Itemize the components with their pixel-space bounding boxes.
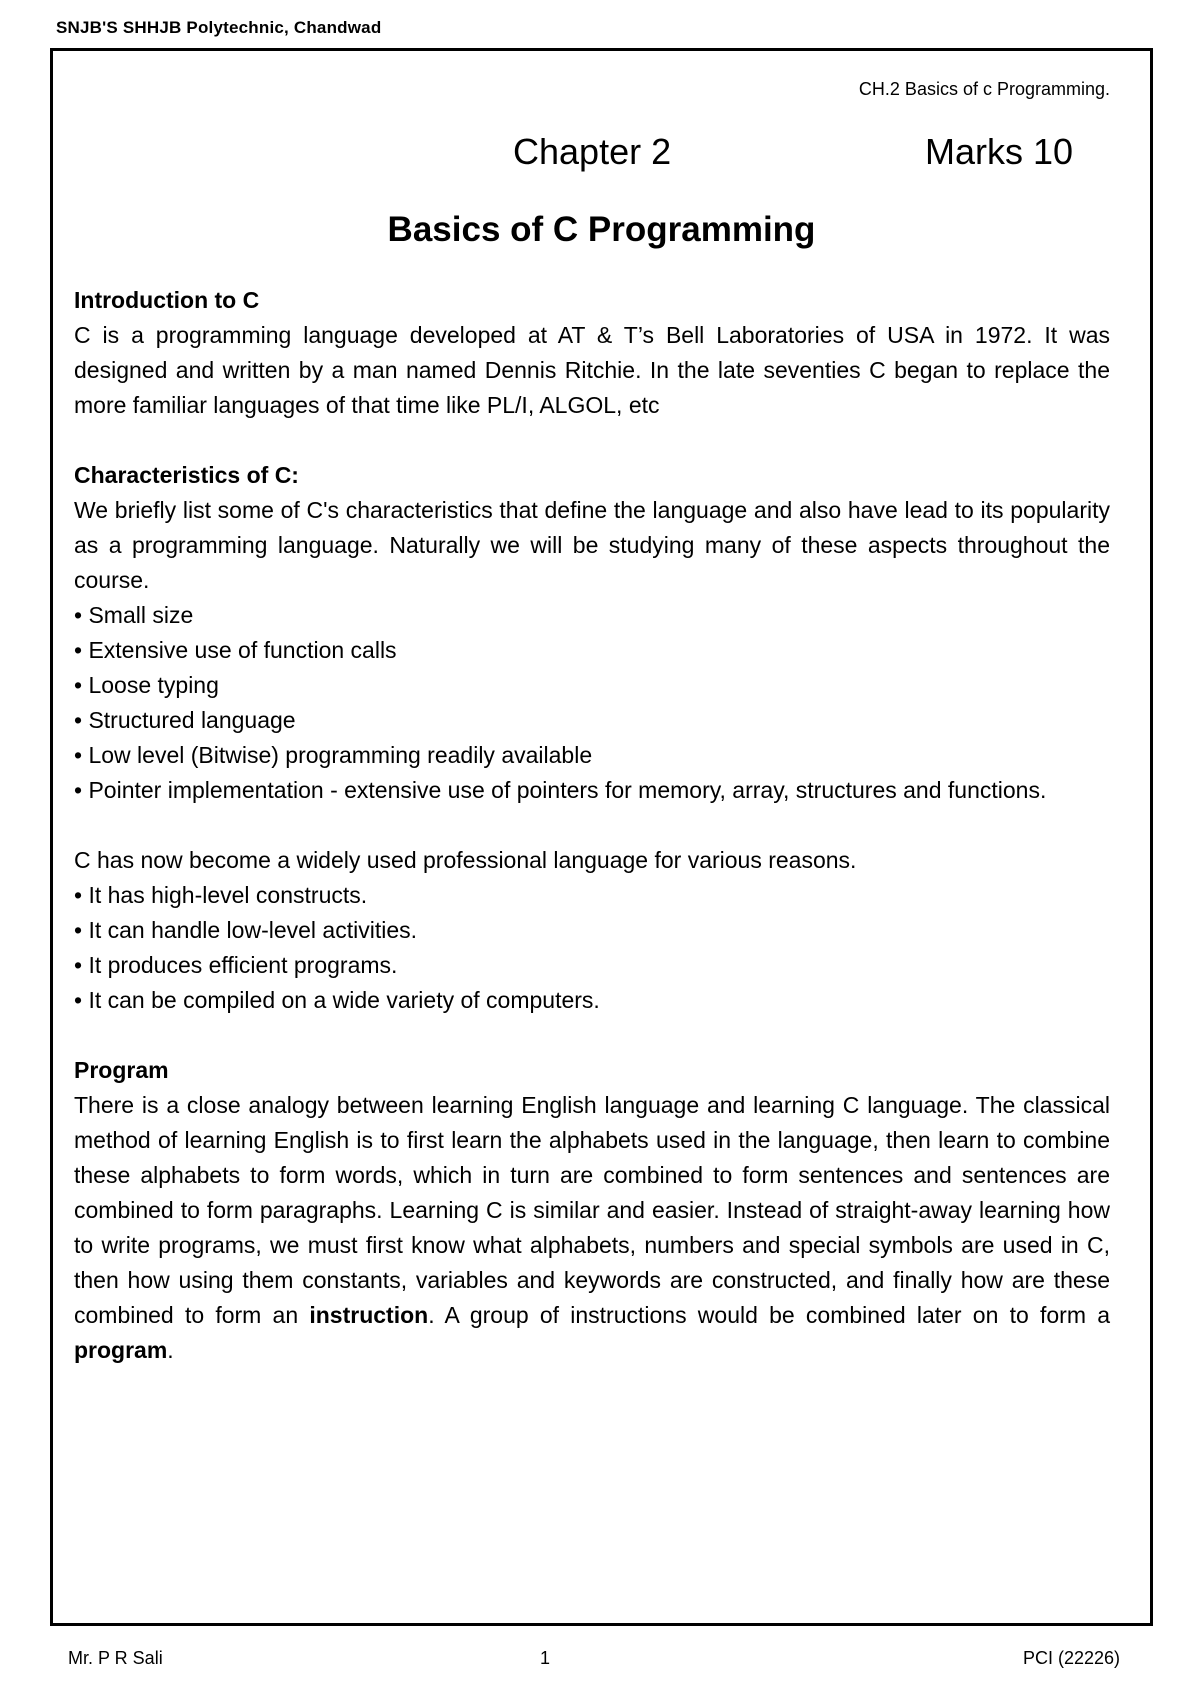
program-heading: Program bbox=[74, 1057, 169, 1083]
institution-header: SNJB'S SHHJB Polytechnic, Chandwad bbox=[56, 18, 382, 37]
program-text-part1: There is a close analogy between learning English language and learning C language. The classical method of learning English is to first learn the alphabets used in the language, then learn to combine these alphabets to form words, which in turn are combined to form sentences and sentences are combined to form paragraphs. Learning C is similar and easier. Instead of straight-away learning how to write programs, we must first know what alphabets, numbers and special symbols are used in C, then how using them constants, variables and keywords are constructed, and finally how are these combined to form an bbox=[74, 1092, 1110, 1328]
list-item: • Loose typing bbox=[74, 668, 1110, 703]
list-item: • Low level (Bitwise) programming readily available bbox=[74, 738, 1110, 773]
characteristics-list bbox=[74, 598, 1110, 808]
list-item: • Extensive use of function calls bbox=[74, 633, 1110, 668]
list-item: • It produces efficient programs. bbox=[74, 948, 1110, 983]
list-item: • It can handle low-level activities. bbox=[74, 913, 1110, 948]
list-item: • Small size bbox=[74, 598, 1110, 633]
spacer bbox=[74, 423, 1110, 458]
spacer bbox=[74, 1018, 1110, 1053]
term-program: program bbox=[74, 1337, 168, 1363]
page-title: Basics of C Programming bbox=[387, 210, 816, 249]
list-item: • It can be compiled on a wide variety of computers. bbox=[74, 983, 1110, 1018]
intro-heading: Introduction to C bbox=[74, 287, 260, 313]
program-paragraph bbox=[74, 1088, 1110, 1368]
footer-author: Mr. P R Sali bbox=[68, 1648, 163, 1668]
program-text-part3: . bbox=[167, 1337, 174, 1363]
characteristics-paragraph: We briefly list some of C's characteristics that define the language and also have lead to its popularity as a programming language. Naturally we will be studying many of these aspects throughout the course. bbox=[74, 497, 1110, 593]
page-frame bbox=[50, 48, 1153, 1626]
list-item: • It has high-level constructs. bbox=[74, 878, 1110, 913]
footer-course: PCI (22226) bbox=[1022, 1648, 1120, 1668]
characteristics-heading: Characteristics of C: bbox=[74, 462, 299, 488]
program-text-part2: . A group of instructions would be combined later on to form a bbox=[428, 1302, 1110, 1328]
document-body bbox=[74, 283, 1110, 1368]
list-item: • Pointer implementation - extensive use of pointers for memory, array, structures and functions. bbox=[74, 773, 1110, 808]
marks-label: Marks 10 bbox=[925, 131, 1074, 172]
list-item: • Structured language bbox=[74, 703, 1110, 738]
running-head: CH.2 Basics of c Programming. bbox=[858, 79, 1110, 99]
reasons-list bbox=[74, 878, 1110, 1018]
footer-page-number: 1 bbox=[540, 1648, 551, 1668]
professional-paragraph: C has now become a widely used professional language for various reasons. bbox=[74, 847, 857, 873]
term-instruction: instruction bbox=[309, 1302, 429, 1328]
chapter-label: Chapter 2 bbox=[513, 131, 672, 172]
spacer bbox=[74, 808, 1110, 843]
intro-paragraph: C is a programming language developed at AT & T’s Bell Laboratories of USA in 1972. It was designed and written by a man named Dennis Ritchie. In the late seventies C began to replace the more familiar languages of that time like PL/I, ALGOL, etc bbox=[74, 322, 1110, 418]
